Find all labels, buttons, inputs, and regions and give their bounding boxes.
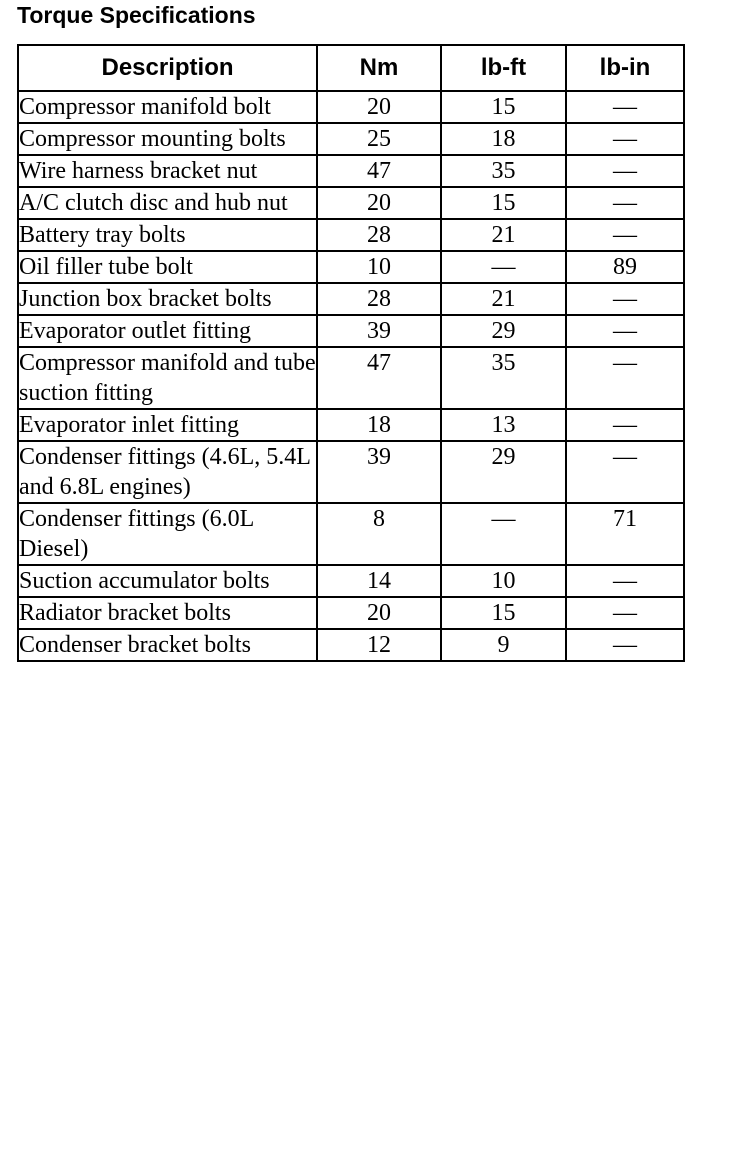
description-cell: Oil filler tube bolt: [18, 251, 317, 283]
nm-cell: 28: [317, 219, 441, 251]
header-row: [18, 45, 684, 91]
lb-in-cell: —: [566, 155, 684, 187]
description-cell: Evaporator outlet fitting: [18, 315, 317, 347]
lb-ft-cell: 13: [441, 409, 566, 441]
description-cell: Condenser fittings (6.0L Diesel): [18, 503, 317, 565]
lb-in-cell: 71: [566, 503, 684, 565]
nm-cell: 20: [317, 187, 441, 219]
lb-ft-cell: 15: [441, 597, 566, 629]
nm-cell: 20: [317, 597, 441, 629]
description-cell: Evaporator inlet fitting: [18, 409, 317, 441]
lb-ft-cell: 21: [441, 283, 566, 315]
table-row: [18, 597, 684, 629]
description-cell: Junction box bracket bolts: [18, 283, 317, 315]
nm-cell: 47: [317, 347, 441, 409]
lb-in-cell: —: [566, 283, 684, 315]
nm-cell: 39: [317, 315, 441, 347]
nm-cell: 18: [317, 409, 441, 441]
lb-ft-cell: 18: [441, 123, 566, 155]
lb-ft-cell: 35: [441, 347, 566, 409]
table-row: [18, 123, 684, 155]
nm-cell: 12: [317, 629, 441, 661]
nm-cell: 10: [317, 251, 441, 283]
description-cell: Compressor manifold bolt: [18, 91, 317, 123]
lb-ft-cell: 15: [441, 91, 566, 123]
table-row: [18, 441, 684, 503]
header-nm: Nm: [317, 45, 441, 91]
header-lb-in: lb-in: [566, 45, 684, 91]
table-row: [18, 91, 684, 123]
description-cell: Compressor manifold and tube suction fitting: [18, 347, 317, 409]
lb-ft-cell: 10: [441, 565, 566, 597]
lb-in-cell: —: [566, 347, 684, 409]
table-row: [18, 283, 684, 315]
lb-ft-cell: 35: [441, 155, 566, 187]
lb-in-cell: —: [566, 123, 684, 155]
description-cell: Condenser fittings (4.6L, 5.4L and 6.8L engines): [18, 441, 317, 503]
description-cell: Wire harness bracket nut: [18, 155, 317, 187]
table-row: [18, 155, 684, 187]
lb-ft-cell: 15: [441, 187, 566, 219]
lb-ft-cell: 29: [441, 441, 566, 503]
lb-ft-cell: 9: [441, 629, 566, 661]
lb-ft-cell: 29: [441, 315, 566, 347]
lb-in-cell: —: [566, 219, 684, 251]
nm-cell: 39: [317, 441, 441, 503]
lb-in-cell: —: [566, 315, 684, 347]
table-row: [18, 629, 684, 661]
lb-in-cell: —: [566, 629, 684, 661]
nm-cell: 20: [317, 91, 441, 123]
table-row: [18, 503, 684, 565]
nm-cell: 14: [317, 565, 441, 597]
description-cell: A/C clutch disc and hub nut: [18, 187, 317, 219]
table-row: [18, 315, 684, 347]
lb-in-cell: —: [566, 187, 684, 219]
header-lb-ft: lb-ft: [441, 45, 566, 91]
torque-spec-table: [17, 44, 685, 662]
lb-in-cell: —: [566, 441, 684, 503]
description-cell: Radiator bracket bolts: [18, 597, 317, 629]
description-cell: Condenser bracket bolts: [18, 629, 317, 661]
nm-cell: 8: [317, 503, 441, 565]
lb-in-cell: —: [566, 91, 684, 123]
description-cell: Compressor mounting bolts: [18, 123, 317, 155]
lb-ft-cell: 21: [441, 219, 566, 251]
table-row: [18, 219, 684, 251]
lb-in-cell: 89: [566, 251, 684, 283]
nm-cell: 28: [317, 283, 441, 315]
table-row: [18, 409, 684, 441]
lb-ft-cell: —: [441, 251, 566, 283]
lb-in-cell: —: [566, 597, 684, 629]
lb-in-cell: —: [566, 565, 684, 597]
nm-cell: 25: [317, 123, 441, 155]
lb-in-cell: —: [566, 409, 684, 441]
nm-cell: 47: [317, 155, 441, 187]
page-title: Torque Specifications: [17, 2, 256, 28]
table-row: [18, 565, 684, 597]
description-cell: Suction accumulator bolts: [18, 565, 317, 597]
table-row: [18, 347, 684, 409]
table-row: [18, 251, 684, 283]
header-description: Description: [18, 45, 317, 91]
lb-ft-cell: —: [441, 503, 566, 565]
description-cell: Battery tray bolts: [18, 219, 317, 251]
table-row: [18, 187, 684, 219]
